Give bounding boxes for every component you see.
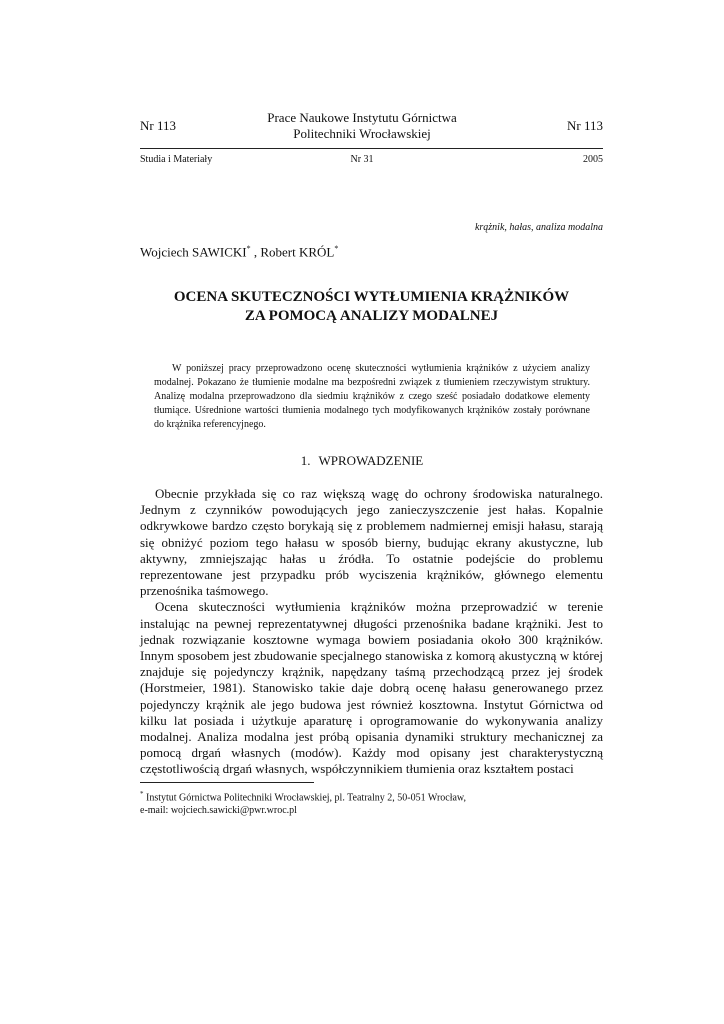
footnote-mark: * [140, 790, 144, 798]
section-title: WPROWADZENIE [318, 453, 424, 468]
journal-title [0, 110, 724, 142]
year-label: 2005 [583, 154, 603, 165]
footnote-affiliation: Instytut Górnictwa Politechniki Wrocławskiej, pl. Teatralny 2, 50-051 Wrocław, [143, 792, 466, 804]
section-heading [0, 453, 724, 469]
author-2: Robert KRÓL [260, 244, 335, 260]
keywords: krążnik, hałas, analiza modalna [474, 222, 603, 233]
section-number: 1. [300, 453, 311, 468]
body-text [140, 486, 603, 778]
authors [140, 244, 338, 260]
paper-title-line-2: ZA POMOCĄ ANALIZY MODALNEJ [244, 308, 499, 324]
author-2-footnote-mark: * [334, 244, 339, 253]
footnote-email: e-mail: wojciech.sawicki@pwr.wroc.pl [140, 805, 297, 817]
paper-title [140, 288, 603, 326]
author-separator: , [250, 244, 261, 260]
series-number-right: Nr 113 [567, 118, 603, 133]
footnote-divider [140, 782, 314, 783]
issue-label: Nr 31 [350, 154, 374, 165]
body-paragraph-1: Obecnie przykłada się co raz większą wagę do ochrony środowiska naturalnego. Jednym z czynników powodujących jego zanieczyszczenie jest hałas. Kopalnie odkrywkowe bardzo często borykają się z problemem nadmiernej emisji hałasu, starają się obniżyć poziom tego hałasu w sposób bierny, budując ekrany akustyczne, lub aktywny, zmniejszając hałas u źródła. To ostatnie podejście do problemu reprezentowane jest przypadku prób wyciszenia krążników, głównego elementu przenośnika taśmowego. [140, 486, 603, 599]
series-number-left: Nr 113 [140, 118, 176, 133]
footnote [140, 788, 603, 817]
body-paragraph-2: Ocena skuteczności wytłumienia krążników można przeprowadzić w terenie instalując na pewnej reprezentatywnej długości przenośnika badane krążniki. Jest to jednak rozwiązanie kosztowne wymaga bowiem posiadania około 300 krążników. Innym sposobem jest zbudowanie specjalnego stanowiska z komorą akustyczną w której znajduje się pojedynczy krążnik, napędzany taśmą przechodzącą przez jej środek (Horstmeier, 1981). Stanowisko takie daje dobrą ocenę hałasu generowanego przez pojedynczy krążnik ale jego budowa jest również kosztowna. Instytut Górnictwa od kilku lat posiada i użytkuje aparaturę i oprogramowanie do wykonywania analizy modalnej. Analiza modalna jest próbą opisania dynamiki struktury mechanicznej za pomocą drgań własnych (modów). Każdy mod opisany jest charakterystyczną częstotliwością drgań własnych, współczynnikiem tłumienia oraz kształtem postaci [140, 599, 603, 777]
paper-title-line-1: OCENA SKUTECZNOŚCI WYTŁUMIENIA KRĄŻNIKÓW [173, 289, 570, 305]
subseries-label: Studia i Materiały [140, 154, 213, 165]
abstract: W poniższej pracy przeprowadzono ocenę skuteczności wytłumienia krążników z użyciem analizy modalnej. Pokazano że tłumienie modalne ma bezpośredni związek z tłumieniem rzeczywistym struktury. Analizę modalna przeprowadzono dla siedmiu krążników z czego sześć posiadało dodatkowe elementy tłumiące. Uśrednione wartości tłumienia modalnego tych modyfikowanych krążników zostały porównane do krążnika referencyjnego. [154, 363, 590, 430]
header-divider [140, 148, 603, 149]
author-1: Wojciech SAWICKI [140, 244, 247, 260]
footnote-line-1 [140, 788, 603, 804]
journal-title-line-1: Prace Naukowe Instytutu Górnictwa [267, 110, 457, 125]
journal-title-line-2: Politechniki Wrocławskiej [293, 126, 431, 141]
author-1-footnote-mark: * [246, 244, 251, 253]
